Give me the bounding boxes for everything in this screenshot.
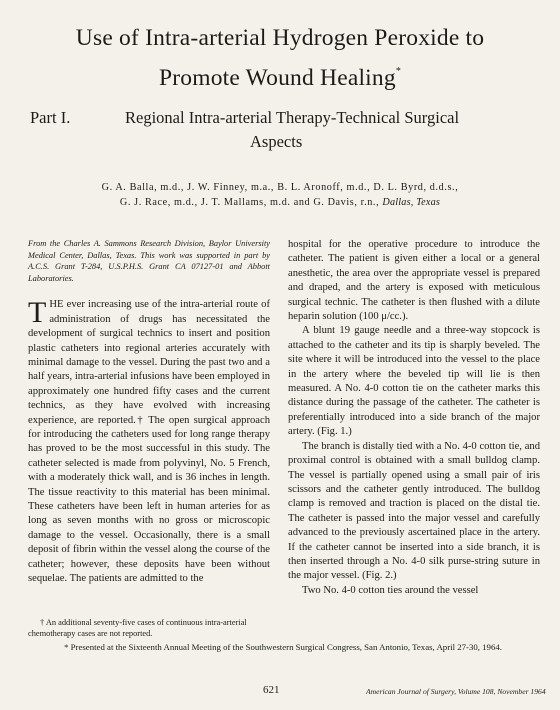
affiliation-note: From the Charles A. Sammons Research Division, Baylor University Medical Center, Dallas, Texas. This work was supported in part by A.C.S. Grant T-284, U.S.P.H.S. Grant CA 07127-01 and Abbott Laboratories. — [28, 239, 270, 283]
part-heading — [30, 106, 550, 151]
presented-footnote: * Presented at the Sixteenth Annual Meeting of the Southwestern Surgical Congress, San Antonio, Texas, April 27-30, 1964. — [64, 642, 502, 652]
part-subtitle-line-2: Aspects — [250, 132, 303, 151]
journal-citation: American Journal of Surgery, Volume 108, November 1964 — [366, 687, 546, 696]
left-paragraph-1-text: HE ever increasing use of the intra-arterial route of administration of drugs has necessitated the development of surgical technics to insert and position plastic catheters into regional arteries accurately with minimal damage to the vessel. During the past two and a half years, intra-arterial infusions have been employed in approximately one hundred fifty cases and the current technics, as they have evolved with increasing experience, are reported.† The open surgical approach for introducing the catheters used for long range therapy has proved to be the most successful in this study. The catheter selected is made from polyvinyl, No. 5 French, with a moderately thick wall, and is 36 inches in length. The tissue reactivity to this material has been minimal. These catheters have been left in human arteries for as long as seven months with no gross or microscopic damage to the vessel. Occasionally, there is a small deposit of fibrin within the vessel along the course of the catheter; however, these deposits have been without sequelae. The patients are admitted to the — [28, 299, 270, 585]
right-paragraph-2: A blunt 19 gauge needle and a three-way stopcock is attached to the catheter and its tip is sharply beveled. The site where it will be introduced into the vessel to the place in the artery where the beveled tip will lie is then measured. A No. 4-0 cotton tie on the catheter marks this distance during the passage of the catheter. The catheter is preferentially introduced into a side branch of the major artery. (Fig. 1.) — [288, 325, 540, 438]
dagger-footnote — [28, 617, 270, 639]
left-column — [28, 238, 270, 587]
left-paragraph-1 — [28, 298, 270, 586]
drop-cap: T — [28, 296, 47, 330]
authors-line-1: G. A. Balla, m.d., J. W. Finney, m.a., B. L. Aronoff, m.d., D. L. Byrd, d.d.s., — [101, 182, 459, 193]
authors-line-2 — [20, 195, 540, 210]
page-number: 621 — [263, 684, 280, 696]
authors-line-2-names: G. J. Race, m.d., J. T. Mallams, m.d. and G. Davis, r.n., — [119, 197, 380, 208]
title-line-1: Use of Intra-arterial Hydrogen Peroxide to — [75, 25, 485, 51]
right-paragraph-4: Two No. 4-0 cotton ties around the vessel — [302, 584, 479, 596]
right-column — [288, 238, 540, 598]
right-paragraph-1: hospital for the operative procedure to introduce the catheter. The patient is given either a local or a general anesthetic, the area over the appropriate vessel is prepared and draped, and the artery is exposed with meticulous surgical technic. The catheter is then flushed with a dilute heparin solution (100 μ/cc.). — [288, 239, 540, 323]
authors-location: Dallas, Texas — [382, 197, 441, 208]
author-list — [20, 180, 540, 210]
part-subtitle-line-1: Regional Intra-arterial Therapy-Technical Surgical — [125, 108, 460, 127]
title-footnote-mark: * — [395, 66, 402, 77]
title-line-2 — [20, 55, 540, 95]
title-line-2-text: Promote Wound Healing — [158, 65, 396, 91]
right-paragraph-3: The branch is distally tied with a No. 4-0 cotton tie, and proximal control is obtained with a small bulldog clamp. The vessel is partially opened using a small pair of iris scissors and the catheter gently introduced. The bulldog clamp is removed and traction is placed on the distal tie. The catheter is passed into the major vessel and carefully advanced to the previously ascertained place in the artery. If the catheter cannot be inserted into a side branch, it is then inserted through a No. 4-0 silk purse-string suture in the major vessel. (Fig. 2.) — [288, 440, 540, 582]
article-title — [20, 22, 540, 95]
part-label: Part I. — [30, 108, 71, 127]
dagger-footnote-text: † An additional seventy-five cases of continuous intra-arterial chemotherapy cases are not reported. — [28, 618, 247, 638]
